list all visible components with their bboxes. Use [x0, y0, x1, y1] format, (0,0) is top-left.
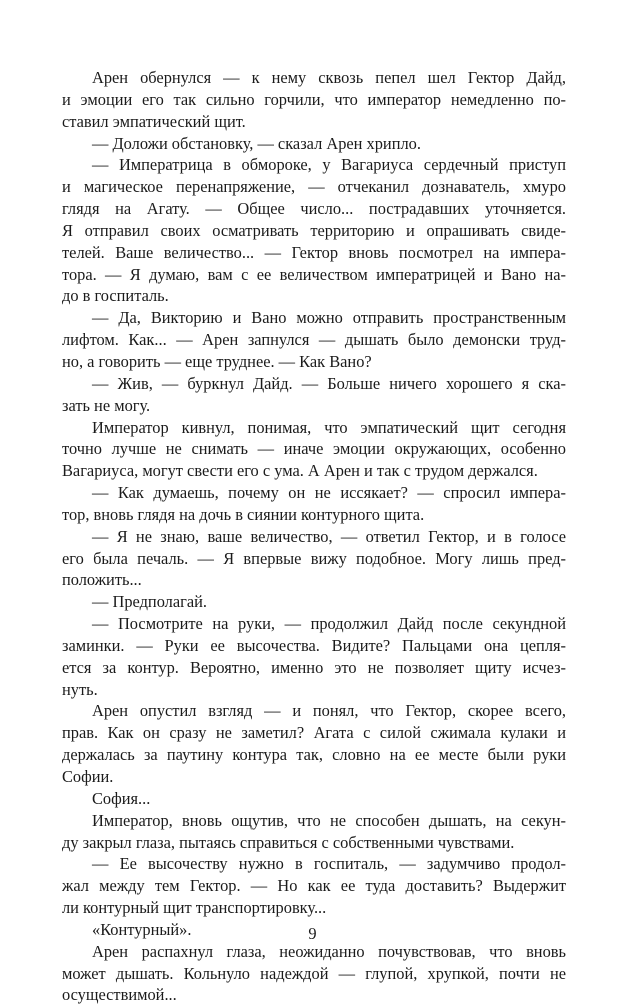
text-line: Вагариуса, могут свести его с ума. А Арен и так с трудом держался. — [62, 461, 538, 481]
body-text — [62, 67, 566, 1006]
text-line: София... — [92, 788, 151, 808]
text-line: зать не могу. — [62, 395, 151, 415]
text-line: — Как думаешь, почему он не иссякает? — спросил импера- — [92, 483, 566, 503]
text-line: нуть. — [62, 679, 98, 699]
text-line: держалась за паутину контура так, словно на ее месте были руки — [62, 745, 566, 765]
text-line: — Предполагай. — [92, 592, 207, 612]
text-line: до в госпиталь. — [62, 286, 169, 306]
text-line: Арен обернулся — к нему сквозь пепел шел Гектор Дайд, — [92, 68, 566, 87]
text-line: осуществимой... — [62, 985, 177, 1005]
text-line: — Посмотрите на руки, — продолжил Дайд после секундной — [92, 614, 566, 634]
text-line: Император, вновь ощутив, что не способен дышать, на секун- — [92, 810, 566, 830]
text-line: телей. Ваше величество... — Гектор вновь посмотрел на импера- — [62, 242, 566, 262]
text-line: — Да, Викторию и Вано можно отправить пространственным — [92, 308, 566, 328]
text-line: Софии. — [62, 767, 114, 786]
text-line: Арен опустил взгляд — и понял, что Гектор, скорее всего, — [92, 701, 566, 721]
text-line: Император кивнул, понимая, что эмпатический щит сегодня — [92, 417, 566, 437]
text-line: Арен распахнул глаза, неожиданно почувствовав, что вновь — [92, 941, 566, 961]
text-line: «Контурный». — [92, 919, 192, 939]
text-line: — Императрица в обмороке, у Вагариуса сердечный приступ — [92, 155, 566, 175]
text-line: его была печаль. — Я впервые вижу подобное. Могу лишь пред- — [62, 548, 566, 568]
text-line: тора. — Я думаю, вам с ее величеством императрицей и Вано на- — [62, 264, 566, 284]
text-line: может дышать. Кольнуло надеждой — глупой, хрупкой, почти не — [62, 963, 566, 983]
text-line: — Я не знаю, ваше величество, — ответил Гектор, и в голосе — [92, 526, 566, 546]
text-line: — Ее высочеству нужно в госпиталь, — задумчиво продол- — [92, 854, 566, 874]
text-line: глядя на Агату. — Общее число... пострадавших уточняется. — [62, 199, 566, 219]
text-line: жал между тем Гектор. — Но как ее туда доставить? Выдержит — [62, 876, 566, 896]
text-line: ется за контур. Вероятно, именно это не позволяет щиту исчез- — [62, 657, 566, 677]
text-line: Я отправил своих осматривать территорию и опрашивать свиде- — [62, 220, 566, 240]
text-line: но, а говорить — еще труднее. — Как Вано? — [62, 351, 372, 371]
text-line: и магическое перенапряжение, — отчеканил дознаватель, хмуро — [62, 177, 566, 197]
text-line: ду закрыл глаза, пытаясь справиться с собственными чувствами. — [62, 832, 515, 852]
text-line: тор, вновь глядя на дочь в сиянии контурного щита. — [62, 504, 425, 524]
text-line: ставил эмпатический щит. — [62, 111, 246, 131]
text-line: ли контурный щит транспортировку... — [62, 898, 327, 918]
text-line: положить... — [62, 570, 142, 590]
text-line: — Жив, — буркнул Дайд. — Больше ничего хорошего я ска- — [92, 373, 566, 393]
text-line: точно лучше не снимать — иначе эмоции окружающих, особенно — [62, 439, 566, 459]
text-line: лифтом. Как... — Арен запнулся — дышать было демонски труд- — [62, 330, 566, 350]
text-line: и эмоции его так сильно горчили, что император немедленно по- — [62, 89, 566, 109]
text-line: — Доложи обстановку, — сказал Арен хрипло. — [92, 133, 421, 153]
page-number: 9 — [308, 924, 317, 943]
text-line: прав. Как он сразу не заметил? Агата с силой сжимала кулаки и — [62, 723, 566, 743]
text-line: заминки. — Руки ее высочества. Видите? Пальцами она цепля- — [62, 635, 566, 655]
